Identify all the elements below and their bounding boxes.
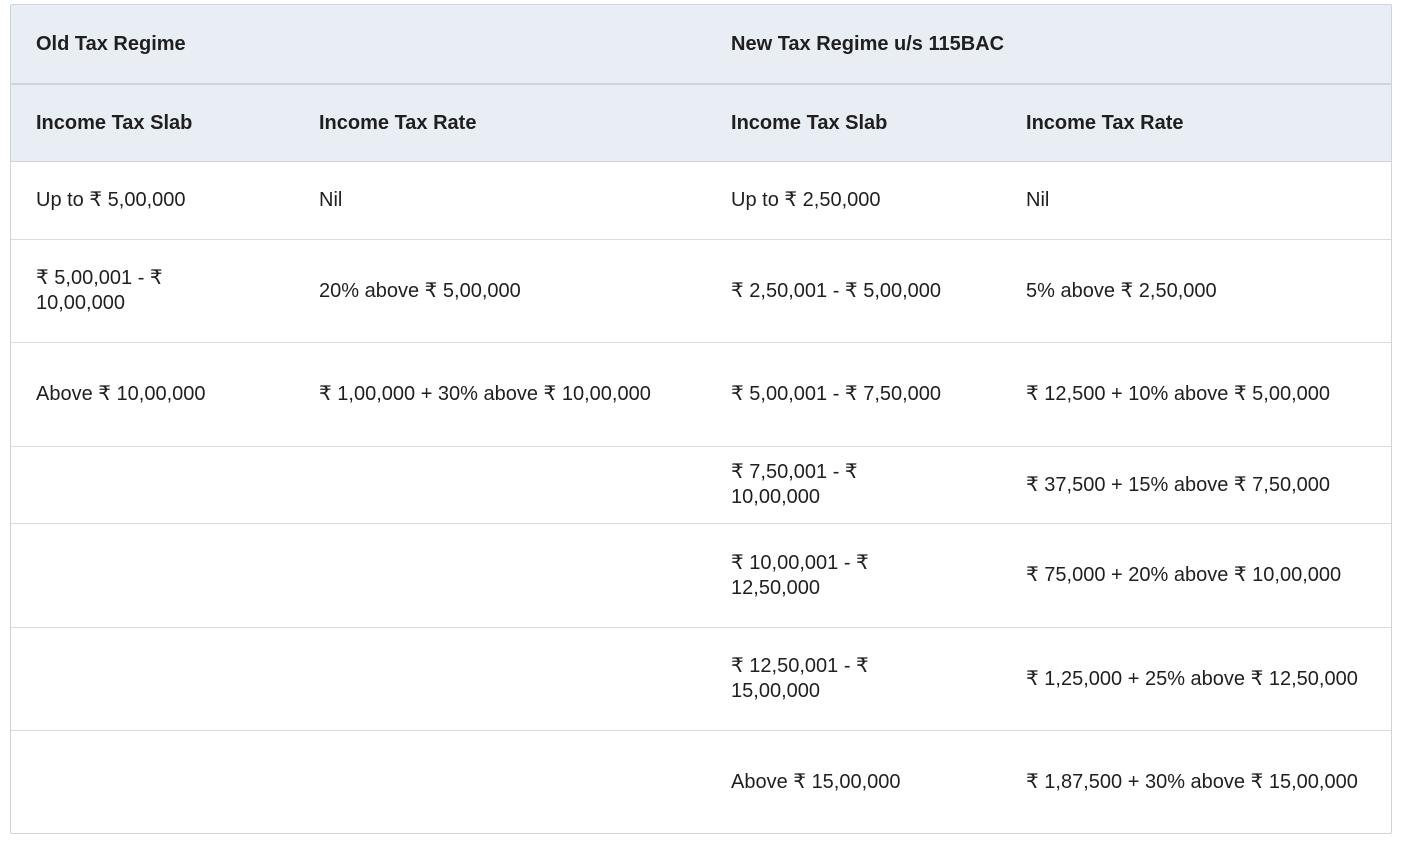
new-slab-cell: Above ₹ 15,00,000 [731, 770, 901, 793]
old-rate-cell [294, 524, 696, 628]
old-regime-header: Old Tax Regime [11, 5, 696, 84]
new-slab-cell: ₹ 10,00,001 - ₹ 12,50,000 [696, 524, 991, 628]
new-rate-cell: 5% above ₹ 2,50,000 [991, 240, 1391, 343]
new-rate-header: Income Tax Rate [991, 84, 1391, 162]
column-header-row [11, 84, 1391, 162]
new-rate-cell: ₹ 75,000 + 20% above ₹ 10,00,000 [991, 524, 1391, 628]
old-rate-cell [294, 731, 696, 834]
old-rate-cell: ₹ 1,00,000 + 30% above ₹ 10,00,000 [294, 343, 696, 447]
old-rate-cell: 20% above ₹ 5,00,000 [294, 240, 696, 343]
old-slab-cell: Above ₹ 10,00,000 [11, 343, 294, 447]
new-rate-cell: ₹ 37,500 + 15% above ₹ 7,50,000 [991, 447, 1391, 524]
new-slab-cell: ₹ 5,00,001 - ₹ 7,50,000 [696, 343, 991, 447]
old-rate-header: Income Tax Rate [294, 84, 696, 162]
table-row [11, 628, 1391, 731]
old-rate-cell [294, 447, 696, 524]
old-slab-cell [11, 524, 294, 628]
table-row [11, 162, 1391, 240]
table-row [11, 343, 1391, 447]
old-slab-cell [11, 447, 294, 524]
new-rate-cell: ₹ 12,500 + 10% above ₹ 5,00,000 [991, 343, 1391, 447]
table-row [11, 524, 1391, 628]
old-rate-cell: Nil [294, 162, 696, 240]
regime-header-row [11, 5, 1391, 84]
new-rate-cell: Nil [991, 162, 1391, 240]
new-rate-cell: ₹ 1,25,000 + 25% above ₹ 12,50,000 [991, 628, 1391, 731]
old-slab-header: Income Tax Slab [11, 84, 294, 162]
old-slab-cell: Up to ₹ 5,00,000 [11, 162, 294, 240]
old-rate-cell [294, 628, 696, 731]
old-slab-cell [11, 731, 294, 834]
new-slab-cell: Up to ₹ 2,50,000 [696, 162, 991, 240]
table-row [11, 240, 1391, 343]
table-row [11, 731, 1391, 834]
tax-regime-table-container [10, 4, 1392, 834]
new-regime-header: New Tax Regime u/s 115BAC [696, 5, 1391, 84]
new-slab-header: Income Tax Slab [696, 84, 991, 162]
new-slab-cell: ₹ 12,50,001 - ₹ 15,00,000 [696, 628, 991, 731]
new-rate-cell: ₹ 1,87,500 + 30% above ₹ 15,00,000 [1026, 770, 1358, 793]
old-slab-cell: ₹ 5,00,001 - ₹ 10,00,000 [11, 240, 294, 343]
new-slab-cell: ₹ 7,50,001 - ₹ 10,00,000 [696, 447, 991, 524]
old-slab-cell [11, 628, 294, 731]
tax-regime-table [11, 5, 1391, 833]
new-slab-cell: ₹ 2,50,001 - ₹ 5,00,000 [696, 240, 991, 343]
table-row [11, 447, 1391, 524]
